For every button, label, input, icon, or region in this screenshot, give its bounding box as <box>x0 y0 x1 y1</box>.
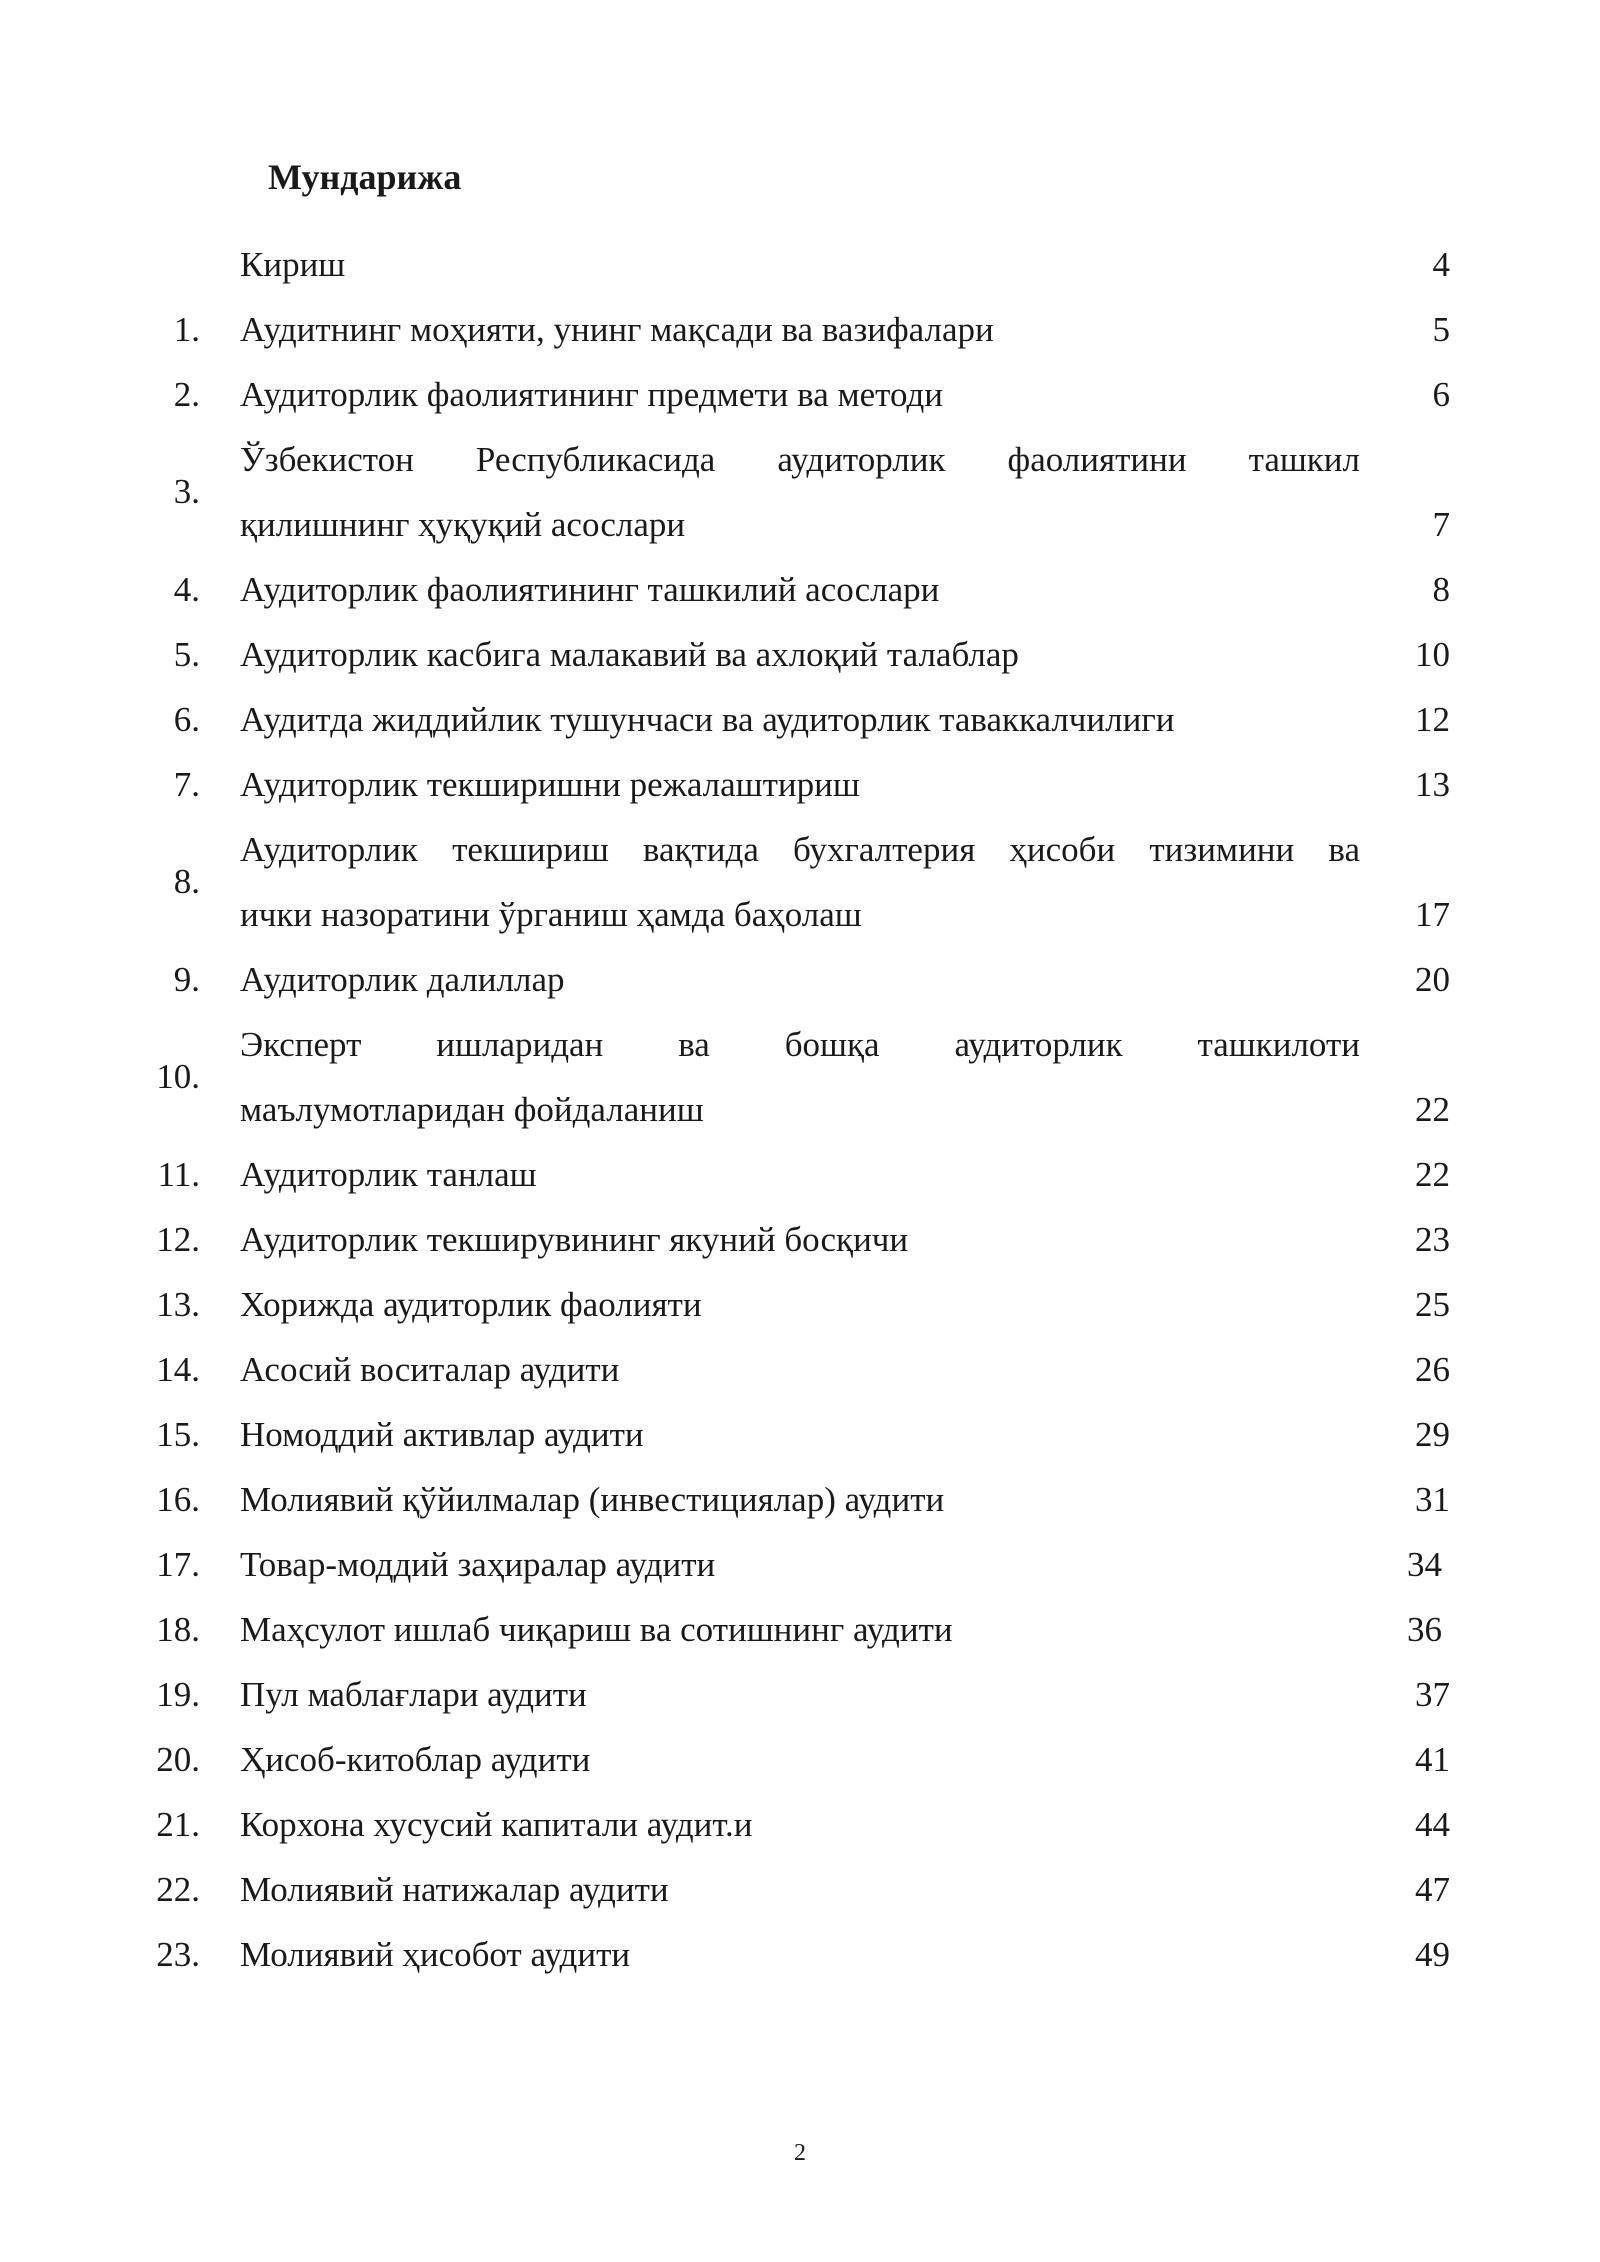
toc-entry <box>150 622 1450 687</box>
toc-entry-number: 5. <box>173 635 200 674</box>
toc-entry <box>150 1272 1450 1337</box>
toc-entry-title <box>240 362 1360 427</box>
toc-entry-number: 4. <box>173 570 200 609</box>
toc-entry <box>150 557 1450 622</box>
toc-entry <box>150 1532 1450 1597</box>
toc-entry <box>150 1012 1450 1142</box>
table-of-contents <box>150 232 1450 1987</box>
toc-entry <box>150 1857 1450 1922</box>
toc-entry <box>150 297 1450 362</box>
toc-entry <box>150 427 1450 557</box>
toc-entry-number: 6. <box>173 700 200 739</box>
toc-entry-page: 34 <box>1407 1545 1442 1584</box>
toc-entry-number: 14. <box>156 1350 200 1389</box>
toc-entry-title-line: Пул маблағлари аудити <box>240 1675 587 1714</box>
toc-entry-number: 8. <box>173 862 200 901</box>
toc-entry-page: 25 <box>1415 1285 1450 1324</box>
toc-entry-title-line: қилишнинг ҳуқуқий асослари <box>240 505 686 544</box>
toc-entry-title <box>240 427 1360 557</box>
toc-entry-number: 15. <box>156 1415 200 1454</box>
toc-entry-page: 36 <box>1407 1610 1442 1649</box>
toc-entry-page: 49 <box>1415 1935 1450 1974</box>
toc-entry-number: 12. <box>156 1220 200 1259</box>
toc-entry-title <box>240 1012 1360 1142</box>
toc-entry-title-line: Асосий воситалар аудити <box>240 1350 620 1389</box>
toc-entry-title-line: Корхона хусусий капитали аудит.и <box>240 1805 753 1844</box>
toc-entry-number: 16. <box>156 1480 200 1519</box>
toc-entry <box>150 1337 1450 1402</box>
toc-entry-page: 10 <box>1415 635 1450 674</box>
toc-entry <box>150 232 1450 297</box>
toc-entry <box>150 752 1450 817</box>
toc-entry <box>150 687 1450 752</box>
toc-entry-title-line: Хорижда аудиторлик фаолияти <box>240 1285 702 1324</box>
toc-entry-title-line: Молиявий ҳисобот аудити <box>240 1935 631 1974</box>
toc-entry-title-line: Аудиторлик текширишни режалаштириш <box>240 765 860 804</box>
toc-entry <box>150 1467 1450 1532</box>
toc-entry-title-line: Номоддий активлар аудити <box>240 1415 644 1454</box>
toc-entry-title <box>240 1337 1360 1402</box>
toc-entry-number: 11. <box>157 1155 200 1194</box>
toc-entry <box>150 817 1450 947</box>
toc-entry-title <box>240 1467 1360 1532</box>
toc-entry-title <box>240 1207 1360 1272</box>
toc-entry <box>150 1597 1450 1662</box>
toc-entry-number: 10. <box>156 1057 200 1096</box>
toc-entry-page: 37 <box>1415 1675 1450 1714</box>
toc-entry-title-line: ички назоратини ўрганиш ҳамда баҳолаш <box>240 895 862 934</box>
toc-entry-title-line: Ҳисоб-китоблар аудити <box>240 1740 591 1779</box>
toc-entry-page: 8 <box>1432 570 1450 609</box>
toc-entry-page: 5 <box>1432 310 1450 349</box>
toc-entry-title <box>240 1272 1360 1337</box>
toc-entry-page: 6 <box>1432 375 1450 414</box>
toc-entry-title-line: Товар-моддий заҳиралар аудити <box>240 1545 716 1584</box>
page-title: Мундарижа <box>268 157 462 197</box>
toc-entry-title-line: Молиявий натижалар аудити <box>240 1870 669 1909</box>
toc-entry-page: 29 <box>1415 1415 1450 1454</box>
toc-entry-page: 17 <box>1415 895 1450 934</box>
toc-entry-number: 22. <box>156 1870 200 1909</box>
toc-entry-title-line: Ўзбекистон Республикасида аудиторлик фаолиятини ташкил <box>240 440 1360 479</box>
toc-entry-title-line: Аудиторлик далиллар <box>240 960 565 999</box>
toc-entry-page: 22 <box>1415 1090 1450 1129</box>
toc-entry <box>150 947 1450 1012</box>
toc-entry-title-line: Аудитнинг моҳияти, унинг мақсади ва вазифалари <box>240 310 994 349</box>
toc-entry-title-line: маълумотларидан фойдаланиш <box>240 1090 704 1129</box>
toc-entry-title-line: Аудиторлик текшириш вақтида бухгалтерия ҳисоби тизимини ва <box>240 830 1360 869</box>
toc-entry-title-line: Аудиторлик текширувининг якуний босқичи <box>240 1220 909 1259</box>
toc-entry-title <box>240 947 1360 1012</box>
toc-entry-number: 3. <box>173 472 200 511</box>
toc-entry-number: 17. <box>156 1545 200 1584</box>
toc-entry <box>150 1792 1450 1857</box>
toc-entry-title <box>240 687 1360 752</box>
toc-entry <box>150 362 1450 427</box>
toc-entry-number: 7. <box>173 765 200 804</box>
toc-entry-title <box>240 1727 1360 1792</box>
toc-entry-title <box>240 1922 1360 1987</box>
toc-entry-title <box>240 622 1360 687</box>
toc-entry-page: 12 <box>1415 700 1450 739</box>
toc-entry-page: 23 <box>1415 1220 1450 1259</box>
toc-entry-title <box>240 1792 1360 1857</box>
toc-entry-number: 18. <box>156 1610 200 1649</box>
toc-entry-title <box>240 1857 1360 1922</box>
toc-entry-title-line: Аудиторлик касбига малакавий ва ахлоқий талаблар <box>240 635 1019 674</box>
toc-entry-title <box>240 752 1360 817</box>
toc-entry <box>150 1922 1450 1987</box>
toc-entry-page: 7 <box>1432 505 1450 544</box>
toc-entry-title-line: Маҳсулот ишлаб чиқариш ва сотишнинг аудити <box>240 1610 953 1649</box>
toc-entry-page: 26 <box>1415 1350 1450 1389</box>
toc-entry-page: 41 <box>1415 1740 1450 1779</box>
toc-entry <box>150 1207 1450 1272</box>
toc-entry <box>150 1727 1450 1792</box>
toc-entry-number: 2. <box>173 375 200 414</box>
toc-entry-title <box>240 297 1360 362</box>
toc-entry <box>150 1402 1450 1467</box>
toc-entry-number: 19. <box>156 1675 200 1714</box>
toc-entry-title <box>240 1402 1360 1467</box>
toc-entry-title <box>240 557 1360 622</box>
toc-entry-page: 47 <box>1415 1870 1450 1909</box>
toc-entry-number: 9. <box>173 960 200 999</box>
page-number: 2 <box>794 2140 806 2166</box>
toc-entry <box>150 1142 1450 1207</box>
toc-entry-number: 21. <box>156 1805 200 1844</box>
toc-entry-title <box>240 1532 1360 1597</box>
toc-entry <box>150 1662 1450 1727</box>
toc-entry-title-line: Эксперт ишларидан ва бошқа аудиторлик ташкилоти <box>240 1025 1360 1064</box>
toc-entry-title <box>240 232 1360 297</box>
toc-entry-title-line: Аудиторлик фаолиятининг предмети ва методи <box>240 375 944 414</box>
toc-entry-page: 31 <box>1415 1480 1450 1519</box>
toc-entry-page: 4 <box>1432 245 1450 284</box>
toc-entry-title-line: Аудитда жиддийлик тушунчаси ва аудиторлик таваккалчилиги <box>240 700 1175 739</box>
toc-entry-title-line: Молиявий қўйилмалар (инвестициялар) аудити <box>240 1480 945 1519</box>
toc-entry-page: 13 <box>1415 765 1450 804</box>
toc-entry-title-line: Аудиторлик танлаш <box>240 1155 537 1194</box>
toc-entry-number: 20. <box>156 1740 200 1779</box>
toc-entry-title <box>240 817 1360 947</box>
toc-entry-title-line: Кириш <box>240 245 346 284</box>
toc-entry-number: 13. <box>156 1285 200 1324</box>
toc-entry-page: 22 <box>1415 1155 1450 1194</box>
toc-entry-page: 44 <box>1415 1805 1450 1844</box>
toc-entry-number: 1. <box>173 310 200 349</box>
toc-entry-title <box>240 1597 1360 1662</box>
toc-entry-title-line: Аудиторлик фаолиятининг ташкилий асослари <box>240 570 940 609</box>
toc-entry-title <box>240 1662 1360 1727</box>
toc-entry-page: 20 <box>1415 960 1450 999</box>
toc-entry-title <box>240 1142 1360 1207</box>
toc-entry-number: 23. <box>156 1935 200 1974</box>
